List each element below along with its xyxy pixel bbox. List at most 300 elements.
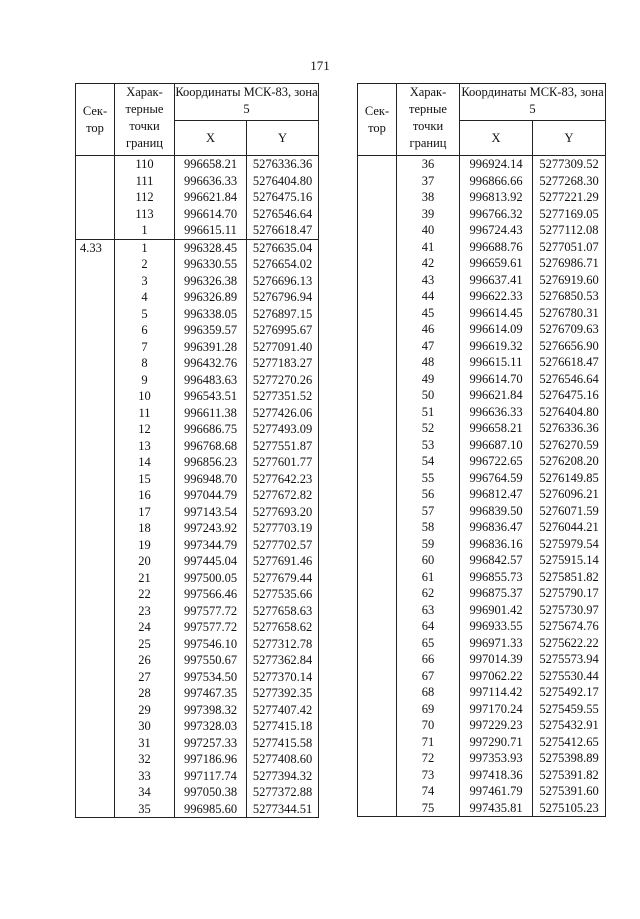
y-cell: 5277051.07 xyxy=(533,239,606,256)
coords-header: Координаты МСК-83, зона 5 xyxy=(460,84,606,121)
point-cell: 58 xyxy=(397,519,460,536)
y-cell: 5276546.64 xyxy=(247,206,319,223)
point-cell: 30 xyxy=(115,718,175,735)
point-cell: 54 xyxy=(397,453,460,470)
table-row xyxy=(76,173,319,190)
points-header: Харак-терные точки границ xyxy=(397,84,460,156)
x-cell: 996839.50 xyxy=(460,503,533,520)
x-cell: 996924.14 xyxy=(460,156,533,173)
x-cell: 996985.60 xyxy=(175,801,247,818)
y-cell: 5277362.84 xyxy=(247,652,319,669)
table-row xyxy=(358,404,606,421)
sector-cell xyxy=(358,602,397,619)
point-cell: 40 xyxy=(397,222,460,239)
y-cell: 5275391.82 xyxy=(533,767,606,784)
x-cell: 996637.41 xyxy=(460,272,533,289)
table-row xyxy=(358,519,606,536)
sector-cell xyxy=(76,801,115,818)
point-cell: 64 xyxy=(397,618,460,635)
sector-cell xyxy=(76,454,115,471)
table-row xyxy=(358,453,606,470)
sector-cell xyxy=(76,520,115,537)
point-cell: 19 xyxy=(115,537,175,554)
x-cell: 996812.47 xyxy=(460,486,533,503)
x-header: X xyxy=(460,121,533,156)
sector-cell xyxy=(358,717,397,734)
sector-cell xyxy=(358,536,397,553)
sector-cell xyxy=(358,206,397,223)
sector-cell xyxy=(358,734,397,751)
table-row xyxy=(76,256,319,273)
table-row xyxy=(76,537,319,554)
y-cell: 5277370.14 xyxy=(247,669,319,686)
x-cell: 997117.74 xyxy=(175,768,247,785)
point-cell: 42 xyxy=(397,255,460,272)
sector-cell xyxy=(358,255,397,272)
x-cell: 996948.70 xyxy=(175,471,247,488)
x-cell: 997114.42 xyxy=(460,684,533,701)
point-cell: 69 xyxy=(397,701,460,718)
point-cell: 38 xyxy=(397,189,460,206)
table-row xyxy=(358,585,606,602)
sector-cell xyxy=(358,519,397,536)
y-cell: 5275432.91 xyxy=(533,717,606,734)
x-cell: 997577.72 xyxy=(175,619,247,636)
sector-cell xyxy=(358,767,397,784)
y-cell: 5276696.13 xyxy=(247,273,319,290)
points-header: Харак-терные точки границ xyxy=(115,84,175,156)
y-cell: 5277658.62 xyxy=(247,619,319,636)
point-cell: 39 xyxy=(397,206,460,223)
table-row xyxy=(358,783,606,800)
table-row xyxy=(76,289,319,306)
x-cell: 997243.92 xyxy=(175,520,247,537)
sector-cell xyxy=(76,388,115,405)
sector-cell xyxy=(76,222,115,239)
y-header: Y xyxy=(533,121,606,156)
point-cell: 45 xyxy=(397,305,460,322)
y-cell: 5276656.90 xyxy=(533,338,606,355)
table-row xyxy=(358,486,606,503)
table-row xyxy=(358,156,606,173)
x-cell: 996766.32 xyxy=(460,206,533,223)
y-cell: 5277693.20 xyxy=(247,504,319,521)
x-cell: 997186.96 xyxy=(175,751,247,768)
point-cell: 57 xyxy=(397,503,460,520)
y-cell: 5275459.55 xyxy=(533,701,606,718)
point-cell: 14 xyxy=(115,454,175,471)
table-row xyxy=(358,255,606,272)
table-row xyxy=(76,487,319,504)
x-cell: 997566.46 xyxy=(175,586,247,603)
point-cell: 49 xyxy=(397,371,460,388)
x-cell: 997445.04 xyxy=(175,553,247,570)
sector-cell xyxy=(358,404,397,421)
sector-cell xyxy=(76,669,115,686)
x-cell: 996866.66 xyxy=(460,173,533,190)
x-cell: 996722.65 xyxy=(460,453,533,470)
sector-cell xyxy=(76,735,115,752)
sector-cell xyxy=(358,701,397,718)
sector-cell xyxy=(76,256,115,273)
x-cell: 997500.05 xyxy=(175,570,247,587)
table-row xyxy=(358,387,606,404)
y-cell: 5277221.29 xyxy=(533,189,606,206)
x-cell: 996338.05 xyxy=(175,306,247,323)
x-cell: 996483.63 xyxy=(175,372,247,389)
x-cell: 996636.33 xyxy=(460,404,533,421)
sector-cell xyxy=(76,652,115,669)
y-cell: 5277601.77 xyxy=(247,454,319,471)
y-cell: 5276919.60 xyxy=(533,272,606,289)
point-cell: 12 xyxy=(115,421,175,438)
x-cell: 997344.79 xyxy=(175,537,247,554)
sector-cell xyxy=(76,487,115,504)
sector-cell xyxy=(76,636,115,653)
table-row xyxy=(76,570,319,587)
point-cell: 29 xyxy=(115,702,175,719)
table-row xyxy=(358,717,606,734)
y-cell: 5276404.80 xyxy=(247,173,319,190)
y-cell: 5277672.82 xyxy=(247,487,319,504)
x-cell: 996836.47 xyxy=(460,519,533,536)
x-cell: 997467.35 xyxy=(175,685,247,702)
point-cell: 70 xyxy=(397,717,460,734)
table-row xyxy=(76,619,319,636)
table-row xyxy=(358,321,606,338)
sector-cell xyxy=(358,321,397,338)
point-cell: 16 xyxy=(115,487,175,504)
x-cell: 996621.84 xyxy=(460,387,533,404)
sector-cell xyxy=(358,651,397,668)
x-cell: 997577.72 xyxy=(175,603,247,620)
y-cell: 5277493.09 xyxy=(247,421,319,438)
table-row xyxy=(76,355,319,372)
y-cell: 5276709.63 xyxy=(533,321,606,338)
sector-cell xyxy=(76,553,115,570)
table-row xyxy=(76,735,319,752)
x-cell: 997328.03 xyxy=(175,718,247,735)
x-cell: 996901.42 xyxy=(460,602,533,619)
table-row xyxy=(358,503,606,520)
x-cell: 997229.23 xyxy=(460,717,533,734)
x-cell: 996764.59 xyxy=(460,470,533,487)
x-cell: 996724.43 xyxy=(460,222,533,239)
x-cell: 996933.55 xyxy=(460,618,533,635)
x-cell: 996842.57 xyxy=(460,552,533,569)
point-cell: 10 xyxy=(115,388,175,405)
sector-cell xyxy=(76,421,115,438)
y-cell: 5276404.80 xyxy=(533,404,606,421)
page-number: 171 xyxy=(310,58,330,73)
sector-cell xyxy=(76,537,115,554)
point-cell: 26 xyxy=(115,652,175,669)
sector-cell xyxy=(358,486,397,503)
sector-cell xyxy=(358,503,397,520)
sector-cell xyxy=(76,603,115,620)
table-row xyxy=(358,602,606,619)
sector-cell xyxy=(358,750,397,767)
point-cell: 23 xyxy=(115,603,175,620)
x-cell: 996543.51 xyxy=(175,388,247,405)
x-cell: 996658.21 xyxy=(460,420,533,437)
x-cell: 997461.79 xyxy=(460,783,533,800)
sector-cell xyxy=(76,206,115,223)
point-cell: 24 xyxy=(115,619,175,636)
table-row xyxy=(358,189,606,206)
point-cell: 32 xyxy=(115,751,175,768)
table-row xyxy=(76,471,319,488)
table-row xyxy=(358,734,606,751)
y-cell: 5277679.44 xyxy=(247,570,319,587)
x-cell: 996658.21 xyxy=(175,156,247,173)
x-cell: 996768.68 xyxy=(175,438,247,455)
table-row xyxy=(358,354,606,371)
table-row xyxy=(358,338,606,355)
sector-cell xyxy=(76,702,115,719)
x-cell: 996611.38 xyxy=(175,405,247,422)
y-cell: 5277169.05 xyxy=(533,206,606,223)
y-cell: 5277372.88 xyxy=(247,784,319,801)
table-row xyxy=(358,569,606,586)
sector-cell xyxy=(76,372,115,389)
point-cell: 5 xyxy=(115,306,175,323)
sector-cell xyxy=(358,338,397,355)
x-cell: 996971.33 xyxy=(460,635,533,652)
point-cell: 9 xyxy=(115,372,175,389)
sector-cell xyxy=(76,718,115,735)
x-cell: 997534.50 xyxy=(175,669,247,686)
sector-cell xyxy=(358,272,397,289)
y-cell: 5276618.47 xyxy=(247,222,319,239)
y-header: Y xyxy=(247,121,319,156)
table-row xyxy=(358,800,606,817)
sector-cell: 4.33 xyxy=(76,239,115,256)
y-cell: 5275573.94 xyxy=(533,651,606,668)
x-cell: 996432.76 xyxy=(175,355,247,372)
point-cell: 43 xyxy=(397,272,460,289)
sector-cell xyxy=(358,635,397,652)
table-row xyxy=(76,438,319,455)
y-cell: 5277702.57 xyxy=(247,537,319,554)
table-row xyxy=(76,222,319,239)
table-row xyxy=(76,751,319,768)
sector-cell xyxy=(358,684,397,701)
point-cell: 20 xyxy=(115,553,175,570)
point-cell: 67 xyxy=(397,668,460,685)
table-row xyxy=(76,586,319,603)
table-row xyxy=(358,536,606,553)
x-cell: 996875.37 xyxy=(460,585,533,602)
y-cell: 5276096.21 xyxy=(533,486,606,503)
x-cell: 996619.32 xyxy=(460,338,533,355)
point-cell: 110 xyxy=(115,156,175,173)
point-cell: 55 xyxy=(397,470,460,487)
y-cell: 5276149.85 xyxy=(533,470,606,487)
table-row xyxy=(76,685,319,702)
x-cell: 996326.38 xyxy=(175,273,247,290)
sector-cell xyxy=(358,552,397,569)
point-cell: 7 xyxy=(115,339,175,356)
x-cell: 996614.09 xyxy=(460,321,533,338)
table-row xyxy=(358,470,606,487)
table-row xyxy=(76,652,319,669)
table-body xyxy=(358,156,606,817)
point-cell: 6 xyxy=(115,322,175,339)
point-cell: 34 xyxy=(115,784,175,801)
point-cell: 48 xyxy=(397,354,460,371)
point-cell: 25 xyxy=(115,636,175,653)
y-cell: 5276986.71 xyxy=(533,255,606,272)
y-cell: 5277112.08 xyxy=(533,222,606,239)
sector-cell xyxy=(76,189,115,206)
table-row xyxy=(358,767,606,784)
y-cell: 5277415.58 xyxy=(247,735,319,752)
table-row xyxy=(358,750,606,767)
x-cell: 997257.33 xyxy=(175,735,247,752)
table-row xyxy=(76,636,319,653)
y-cell: 5277407.42 xyxy=(247,702,319,719)
x-cell: 996688.76 xyxy=(460,239,533,256)
y-cell: 5277426.06 xyxy=(247,405,319,422)
sector-cell xyxy=(358,585,397,602)
point-cell: 1 xyxy=(115,239,175,256)
y-cell: 5275851.82 xyxy=(533,569,606,586)
x-cell: 996813.92 xyxy=(460,189,533,206)
y-cell: 5275674.76 xyxy=(533,618,606,635)
point-cell: 44 xyxy=(397,288,460,305)
sector-header: Сек-тор xyxy=(358,84,397,156)
point-cell: 62 xyxy=(397,585,460,602)
table-row xyxy=(358,305,606,322)
x-cell: 996687.10 xyxy=(460,437,533,454)
sector-cell xyxy=(358,668,397,685)
y-cell: 5277658.63 xyxy=(247,603,319,620)
table-row xyxy=(358,437,606,454)
y-cell: 5275979.54 xyxy=(533,536,606,553)
point-cell: 33 xyxy=(115,768,175,785)
point-cell: 21 xyxy=(115,570,175,587)
sector-cell xyxy=(358,453,397,470)
x-cell: 996328.45 xyxy=(175,239,247,256)
sector-cell xyxy=(76,273,115,290)
table-row xyxy=(76,206,319,223)
point-cell: 51 xyxy=(397,404,460,421)
y-cell: 5276796.94 xyxy=(247,289,319,306)
sector-cell xyxy=(358,800,397,817)
x-cell: 997014.39 xyxy=(460,651,533,668)
sector-cell xyxy=(358,470,397,487)
y-cell: 5275105.23 xyxy=(533,800,606,817)
x-cell: 996621.84 xyxy=(175,189,247,206)
table-row xyxy=(358,222,606,239)
sector-cell xyxy=(76,339,115,356)
sector-cell xyxy=(76,405,115,422)
y-cell: 5275622.22 xyxy=(533,635,606,652)
sector-cell xyxy=(358,354,397,371)
point-cell: 66 xyxy=(397,651,460,668)
table-row xyxy=(76,239,319,256)
point-cell: 18 xyxy=(115,520,175,537)
y-cell: 5275915.14 xyxy=(533,552,606,569)
table-row xyxy=(358,635,606,652)
point-cell: 46 xyxy=(397,321,460,338)
table-row xyxy=(76,718,319,735)
point-cell: 65 xyxy=(397,635,460,652)
y-cell: 5276995.67 xyxy=(247,322,319,339)
x-header: X xyxy=(175,121,247,156)
table-row xyxy=(358,684,606,701)
x-cell: 996622.33 xyxy=(460,288,533,305)
table-row xyxy=(76,504,319,521)
sector-cell xyxy=(76,570,115,587)
table-body xyxy=(76,156,319,818)
x-cell: 996636.33 xyxy=(175,173,247,190)
table-row xyxy=(358,668,606,685)
table-row xyxy=(358,420,606,437)
point-cell: 56 xyxy=(397,486,460,503)
y-cell: 5275730.97 xyxy=(533,602,606,619)
table-row xyxy=(76,306,319,323)
y-cell: 5276654.02 xyxy=(247,256,319,273)
x-cell: 996615.11 xyxy=(460,354,533,371)
sector-cell xyxy=(358,305,397,322)
point-cell: 50 xyxy=(397,387,460,404)
table-row xyxy=(358,651,606,668)
x-cell: 997418.36 xyxy=(460,767,533,784)
point-cell: 2 xyxy=(115,256,175,273)
table-row xyxy=(76,156,319,173)
point-cell: 71 xyxy=(397,734,460,751)
y-cell: 5275530.44 xyxy=(533,668,606,685)
sector-cell xyxy=(358,783,397,800)
y-cell: 5276850.53 xyxy=(533,288,606,305)
sector-cell xyxy=(76,156,115,173)
point-cell: 73 xyxy=(397,767,460,784)
y-cell: 5277309.52 xyxy=(533,156,606,173)
point-cell: 1 xyxy=(115,222,175,239)
x-cell: 996836.16 xyxy=(460,536,533,553)
x-cell: 996359.57 xyxy=(175,322,247,339)
x-cell: 997546.10 xyxy=(175,636,247,653)
table-row xyxy=(76,388,319,405)
sector-cell xyxy=(76,322,115,339)
table-row xyxy=(76,603,319,620)
sector-cell xyxy=(358,239,397,256)
y-cell: 5276780.31 xyxy=(533,305,606,322)
y-cell: 5276897.15 xyxy=(247,306,319,323)
point-cell: 13 xyxy=(115,438,175,455)
y-cell: 5277344.51 xyxy=(247,801,319,818)
y-cell: 5277703.19 xyxy=(247,520,319,537)
y-cell: 5277312.78 xyxy=(247,636,319,653)
point-cell: 61 xyxy=(397,569,460,586)
point-cell: 75 xyxy=(397,800,460,817)
sector-cell xyxy=(76,173,115,190)
y-cell: 5277183.27 xyxy=(247,355,319,372)
y-cell: 5276546.64 xyxy=(533,371,606,388)
point-cell: 72 xyxy=(397,750,460,767)
table-row xyxy=(358,173,606,190)
point-cell: 52 xyxy=(397,420,460,437)
point-cell: 4 xyxy=(115,289,175,306)
sector-cell xyxy=(76,685,115,702)
y-cell: 5276618.47 xyxy=(533,354,606,371)
point-cell: 41 xyxy=(397,239,460,256)
y-cell: 5275790.17 xyxy=(533,585,606,602)
sector-cell xyxy=(76,784,115,801)
y-cell: 5275398.89 xyxy=(533,750,606,767)
